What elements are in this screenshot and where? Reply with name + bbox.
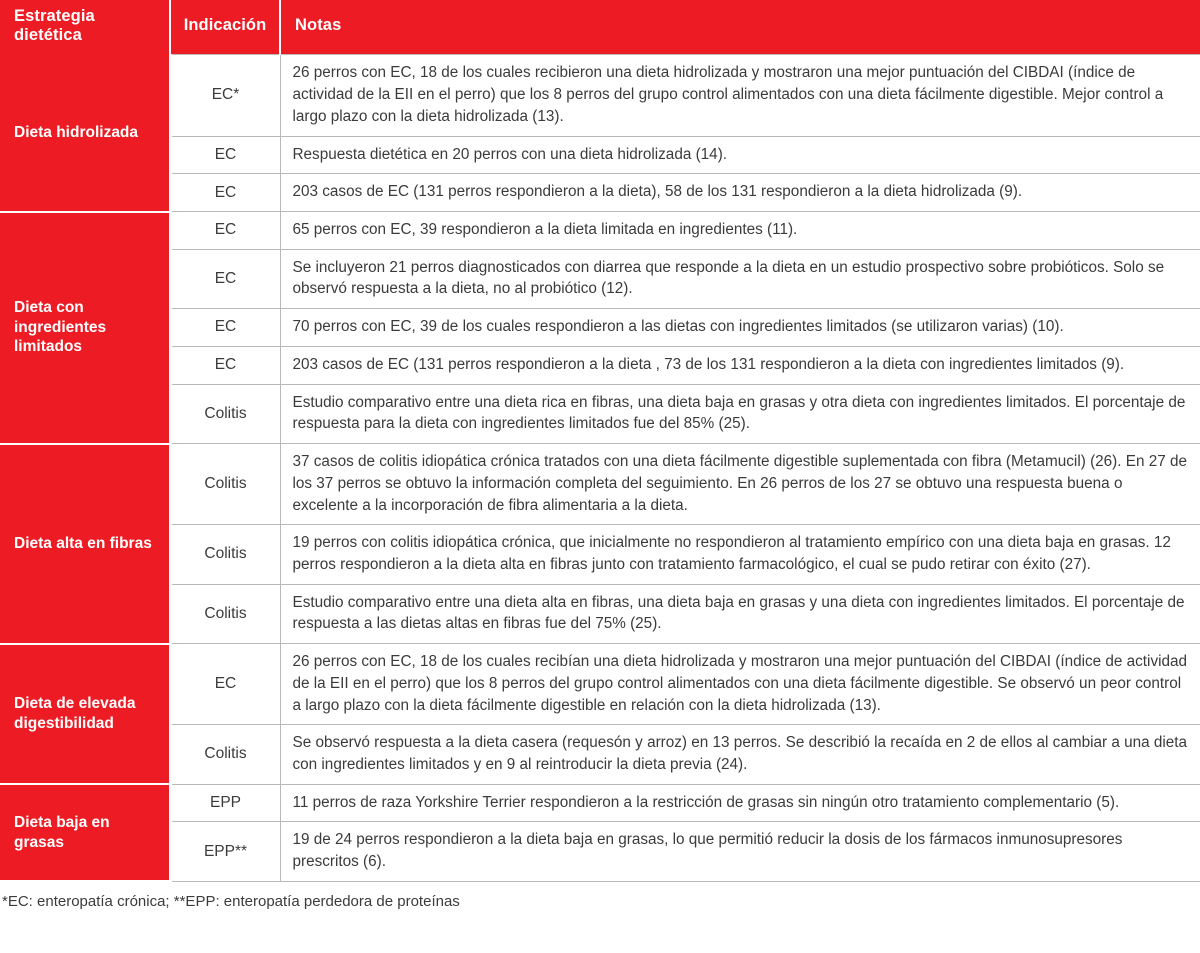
indication-cell: EPP — [170, 784, 280, 822]
notes-cell: 203 casos de EC (131 perros respondieron a la dieta , 73 de los 131 respondieron a la dieta con ingredientes limitados (9). — [280, 346, 1200, 384]
indication-cell: EC — [170, 136, 280, 174]
table-row — [0, 525, 1200, 584]
notes-cell: Estudio comparativo entre una dieta alta en fibras, una dieta baja en grasas y una dieta con ingredientes limitados. El porcentaje de respuesta a las dietas altas en fibras fue del 75% (25). — [280, 584, 1200, 643]
table-row — [0, 346, 1200, 384]
strategy-cell: Dieta de elevada digestibilidad — [0, 644, 170, 785]
indication-cell: EC — [170, 309, 280, 347]
header-row — [0, 0, 1200, 55]
notes-cell: 203 casos de EC (131 perros respondieron a la dieta), 58 de los 131 respondieron a la dieta hidrolizada (9). — [280, 174, 1200, 212]
table-row — [0, 309, 1200, 347]
table-row — [0, 55, 1200, 136]
table-row — [0, 174, 1200, 212]
notes-cell: 37 casos de colitis idiopática crónica tratados con una dieta fácilmente digestible suplementada con fibra (Metamucil) (26). En 27 de los 37 perros se obtuvo la información completa del seguimiento. En 26 perros de los 27 se obtuvo una respuesta buena o excelente a la incorporación de fibra alimentaria a la dieta. — [280, 444, 1200, 525]
table-footnote: *EC: enteropatía crónica; **EPP: enteropatía perdedora de proteínas — [2, 893, 460, 911]
indication-cell: EC — [170, 212, 280, 250]
notes-cell: 11 perros de raza Yorkshire Terrier respondieron a la restricción de grasas sin ningún otro tratamiento complementario (5). — [280, 784, 1200, 822]
indication-cell: EPP** — [170, 822, 280, 881]
indication-cell: Colitis — [170, 584, 280, 643]
table-row — [0, 136, 1200, 174]
strategy-cell: Dieta con ingredientes limitados — [0, 212, 170, 444]
indication-cell: Colitis — [170, 444, 280, 525]
notes-cell: 26 perros con EC, 18 de los cuales recibían una dieta hidrolizada y mostraron una mejor puntuación del CIBDAI (índice de actividad de la EII en el perro) que los 8 perros del grupo control alimentados con una dieta fácilmente digestible. Se observó un peor control a largo plazo con la dieta fácilmente digestible en relación con la dieta hidrolizada (13). — [280, 644, 1200, 725]
notes-cell: 26 perros con EC, 18 de los cuales recibieron una dieta hidrolizada y mostraron una mejor puntuación del CIBDAI (índice de actividad de la EII en el perro) que los 8 perros del grupo control alimentados con una dieta fácilmente digestible. Mejor control a largo plazo con la dieta hidrolizada (13). — [280, 55, 1200, 136]
table-row — [0, 644, 1200, 725]
table-row — [0, 444, 1200, 525]
notes-cell: Estudio comparativo entre una dieta rica en fibras, una dieta baja en grasas y otra dieta con ingredientes limitados. El porcentaje de respuesta para la dieta con ingredientes limitados fue del 85% (25). — [280, 384, 1200, 443]
table-row — [0, 822, 1200, 881]
indication-cell: EC — [170, 644, 280, 725]
notes-cell: Respuesta dietética en 20 perros con una dieta hidrolizada (14). — [280, 136, 1200, 174]
column-header-indication: Indicación — [170, 0, 280, 55]
notes-cell: 70 perros con EC, 39 de los cuales respondieron a las dietas con ingredientes limitados (se utilizaron varias) (10). — [280, 309, 1200, 347]
column-header-strategy: Estrategia dietética — [0, 0, 170, 55]
column-header-notes: Notas — [280, 0, 1200, 55]
table-row — [0, 212, 1200, 250]
table-row — [0, 725, 1200, 784]
table-row — [0, 249, 1200, 308]
table-row — [0, 384, 1200, 443]
indication-cell: Colitis — [170, 384, 280, 443]
indication-cell: EC* — [170, 55, 280, 136]
strategy-cell: Dieta baja en grasas — [0, 784, 170, 881]
indication-cell: Colitis — [170, 525, 280, 584]
table-row — [0, 584, 1200, 643]
table-header — [0, 0, 1200, 55]
indication-cell: EC — [170, 174, 280, 212]
notes-cell: 19 perros con colitis idiopática crónica, que inicialmente no respondieron al tratamiento empírico con una dieta baja en grasas. 12 perros respondieron a la dieta alta en fibras junto con tratamiento farmacológico, el cual se pudo retirar con éxito (27). — [280, 525, 1200, 584]
strategy-cell: Dieta alta en fibras — [0, 444, 170, 644]
indication-cell: EC — [170, 346, 280, 384]
notes-cell: 19 de 24 perros respondieron a la dieta baja en grasas, lo que permitió reducir la dosis de los fármacos inmunosupresores prescritos (6). — [280, 822, 1200, 881]
notes-cell: Se observó respuesta a la dieta casera (requesón y arroz) en 13 perros. Se describió la recaída en 2 de ellos al cambiar a una dieta con ingredientes limitados y en 9 al reintroducir la dieta previa (24). — [280, 725, 1200, 784]
notes-cell: Se incluyeron 21 perros diagnosticados con diarrea que responde a la dieta en un estudio prospectivo sobre probióticos. Solo se observó respuesta a la dieta, no al probiótico (12). — [280, 249, 1200, 308]
indication-cell: EC — [170, 249, 280, 308]
notes-cell: 65 perros con EC, 39 respondieron a la dieta limitada en ingredientes (11). — [280, 212, 1200, 250]
table-row — [0, 784, 1200, 822]
indication-cell: Colitis — [170, 725, 280, 784]
strategy-cell: Dieta hidrolizada — [0, 55, 170, 212]
table-body — [0, 55, 1200, 881]
